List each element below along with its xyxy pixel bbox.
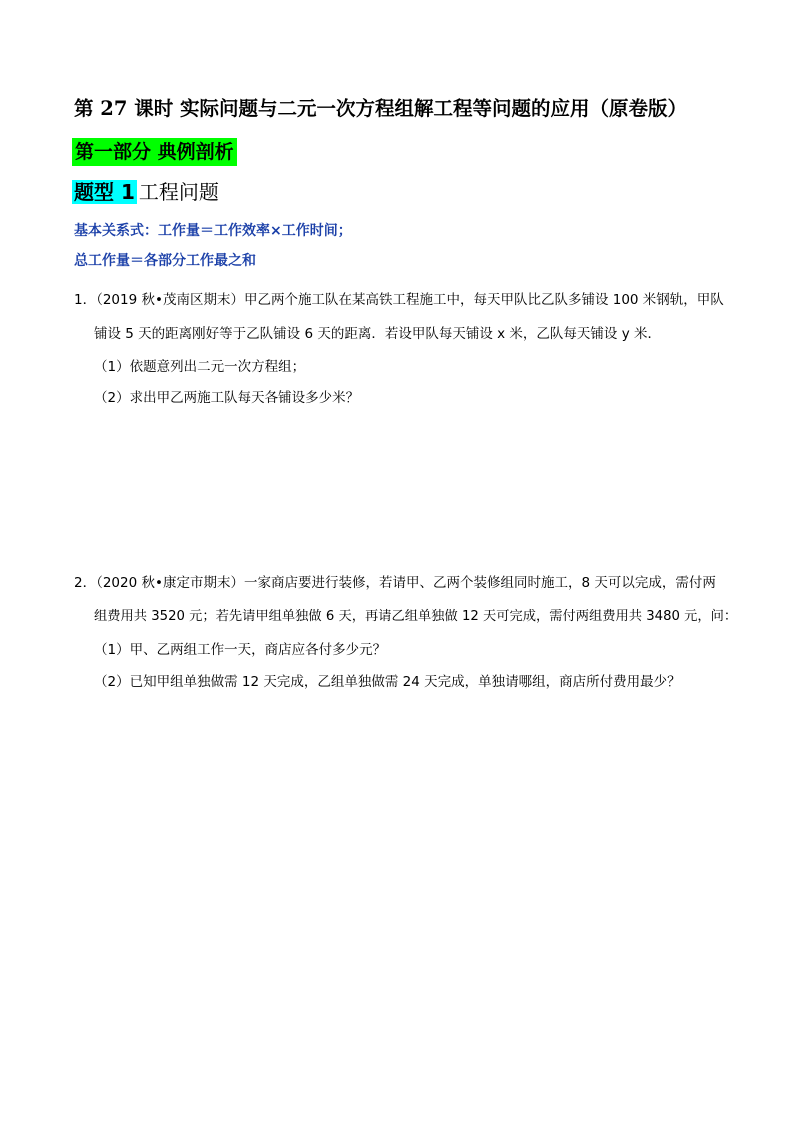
question-2-part-1: （1）甲、乙两组工作一天，商店应各付多少元？ xyxy=(94,642,387,658)
question-type-label: 题型 1 xyxy=(74,180,135,204)
question-2-line-2: 组费用共 3520 元；若先请甲组单独做 6 天，再请乙组单独做 12 天可完成，需付两组费用共 3480 元，问： xyxy=(94,609,738,624)
part-heading: 第一部分 典例剖析 xyxy=(72,138,237,166)
question-1-part-1: （1）依题意列出二元一次方程组； xyxy=(94,359,306,375)
question-1-line-2: 铺设 5 天的距离刚好等于乙队铺设 6 天的距离．若设甲队每天铺设 x 米，乙队每天铺设 y 米． xyxy=(94,326,661,342)
question-2-part-2: （2）已知甲组单独做需 12 天完成，乙组单独做需 24 天完成，单独请哪组，商店所付费用最少？ xyxy=(94,674,681,690)
question-1-part-2: （2）求出甲乙两施工队每天各铺设多少米？ xyxy=(94,390,360,406)
question-2-line-1: 2．（2020 秋•康定市期末）一家商店要进行装修，若请甲、乙两个装修组同时施工，8 天可以完成，需付两 xyxy=(74,575,716,591)
relation-line-1: 基本关系式：工作量＝工作效率×工作时间； xyxy=(74,223,352,239)
lesson-title: 第 27 课时 实际问题与二元一次方程组解工程等问题的应用（原卷版） xyxy=(74,97,688,120)
relation-line-2: 总工作量＝各部分工作最之和 xyxy=(74,253,256,269)
question-1-line-1: 1．（2019 秋•茂南区期末）甲乙两个施工队在某高铁工程施工中，每天甲队比乙队多铺设 100 米钢轨，甲队 xyxy=(74,292,724,308)
question-type-topic: 工程问题 xyxy=(138,180,219,204)
question-type-heading xyxy=(72,177,219,207)
